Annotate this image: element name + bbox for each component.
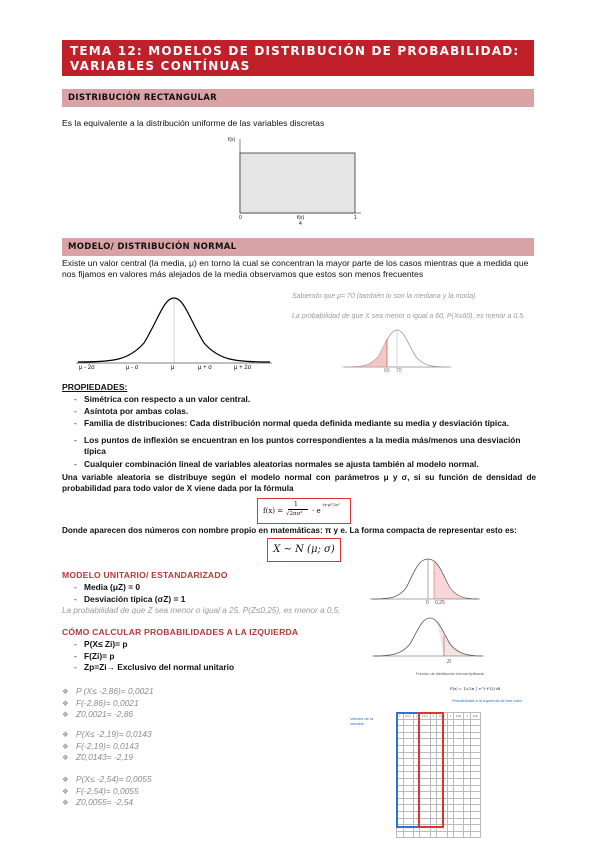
izquierda-list — [72, 639, 234, 674]
example-group-3 — [62, 774, 152, 809]
rect-intro: Es la equivalente a la distribución uniforme de las variables discretas — [62, 118, 325, 128]
unitario-note: La probabilidad de que Z sea menor o igual a 25, P(Z≤0,25), es menor a 0,5. — [62, 606, 341, 615]
z-table-caption: Función de distribución normal tipificada — [416, 672, 484, 676]
props-list — [72, 394, 532, 470]
compact-text: Donde aparecen dos números con nombre propio en matemáticas: π y e. La forma compacta de representar esto es: — [62, 526, 517, 535]
formula-exp: · e — [312, 507, 321, 515]
example-group-2 — [62, 729, 152, 764]
axis-label-m2s: μ - 2σ — [79, 365, 95, 371]
formula-num: 1 — [294, 501, 298, 508]
density-text: Una variable aleatoria se distribuye según el modelo normal con parámetros μ y σ, si su función de densidad de probabilidad para todo valor de X viene dada por la fórmula — [62, 473, 536, 493]
example-item: ❖ Z0,0021= -2,86 — [62, 709, 154, 721]
example-item: ❖ F(-2,86)= 0,0021 — [62, 698, 154, 710]
tick-60: 60 — [384, 368, 390, 374]
izquierda-item: - P(X≤ Zi)= p — [72, 639, 234, 651]
compact-formula: X ~ N (μ; σ) — [267, 538, 341, 562]
props-title: PROPIEDADES: — [62, 382, 128, 392]
axis-label-m1s: μ - σ — [126, 365, 139, 371]
unitario-chart — [370, 553, 480, 611]
x1-label: 1 — [354, 215, 357, 221]
page-title — [62, 40, 534, 76]
izquierda-shaded — [374, 618, 482, 656]
axis-label-mu: μ — [171, 365, 175, 371]
unitario-header: MODELO UNITARIO/ ESTANDARIZADO — [62, 570, 228, 580]
formula-den: √2πσ² — [286, 511, 303, 517]
formula-fraction-bar — [288, 509, 308, 510]
izquierda-header: CÓMO CALCULAR PROBABILIDADES A LA IZQUIERDA — [62, 627, 299, 637]
izquierda-chart-svg — [372, 612, 484, 672]
z-table-valores-label: Valores de la variable — [350, 716, 374, 726]
uniform-chart-svg — [226, 133, 366, 233]
prop-item: - Cualquier combinación lineal de variables aleatorias normales se ajusta también al modelo normal. — [72, 459, 532, 471]
example-item: ❖ F(-2,54)= 0,0055 — [62, 786, 152, 798]
axis-label-p2s: μ + 2σ — [234, 365, 252, 371]
example-item: ❖ P(X≤ -2,54)= 0,0055 — [62, 774, 152, 786]
unitario-tick-0: 0 — [426, 600, 429, 606]
normal-note-2: La probabilidad de que X sea menor o igual a 60, P(X≤60), es menor a 0,5. — [292, 313, 526, 320]
z-table-formula: F(z) = 1/√2π ∫ e^(-t²/2) dt — [450, 686, 501, 691]
unitario-chart-svg — [370, 553, 480, 611]
axis-label-p1s: μ + σ — [198, 365, 212, 371]
section-normal: MODELO/ DISTRIBUCIÓN NORMAL — [62, 238, 534, 256]
page-title-line1: TEMA 12: MODELOS DE DISTRIBUCIÓN DE PROBABILIDAD: — [70, 44, 520, 58]
uniform-rect — [240, 153, 355, 213]
example-group-1 — [62, 686, 154, 721]
z-column-highlight — [396, 712, 420, 828]
prop-item: - Familia de distribuciones: Cada distribución normal queda definida mediante su media y desviación típica. — [72, 418, 532, 430]
unitario-list — [72, 582, 185, 605]
normal-intro: Existe un valor central (la media, μ) en torno la cual se concentran la mayor parte de los casos mientras que a medida que nos fijamos en valores más alejados de la media observamos que estos son menos frecuentes — [62, 258, 529, 279]
shaded-area — [344, 339, 387, 367]
formula-fx: f(x) = — [263, 507, 284, 515]
tick-70: 70 — [396, 368, 402, 374]
uniform-chart — [226, 133, 366, 233]
izquierda-item: - Zp=Zi→ Exclusivo del normal unitario — [72, 662, 234, 674]
prop-item: - Simétrica con respecto a un valor central. — [72, 394, 532, 406]
fx-label: f(x) — [228, 137, 236, 143]
example-item: ❖ P (X≤ -2,86)= 0,0021 — [62, 686, 154, 698]
fz-column-highlight — [418, 712, 444, 828]
example-item: ❖ Z0,0143= -2,19 — [62, 752, 152, 764]
z-table-image — [350, 672, 538, 832]
section-rectangular: DISTRIBUCIÓN RECTANGULAR — [62, 89, 534, 107]
normal-shaded-chart — [342, 322, 452, 377]
example-item: ❖ P(X≤ -2,19)= 0,0143 — [62, 729, 152, 741]
formula-sup: -(x-μ)²/2σ² — [322, 503, 340, 507]
page-title-line2: VARIABLES CONTÍNUAS — [70, 59, 251, 73]
z-table-prob-label: Probabilidad a la izquierda de ese valor — [452, 698, 523, 703]
unitario-tick-025: 0,25 — [435, 600, 445, 606]
xhalf-bottom-label: 4 — [299, 221, 302, 227]
izquierda-item: - F(Zi)= p — [72, 651, 234, 663]
density-formula — [257, 498, 351, 524]
normal-note-1: Sabiendo que μ= 70 (también lo son la mediana y la moda) — [292, 293, 476, 300]
unitario-item: - Media (μZ) = 0 — [72, 582, 185, 594]
zi-label: Zi — [447, 659, 452, 665]
unitario-shaded — [434, 561, 478, 599]
example-item: ❖ F(-2,19)= 0,0143 — [62, 741, 152, 753]
example-item: ❖ Z0,0055= -2,54 — [62, 797, 152, 809]
izquierda-chart — [372, 612, 484, 672]
prop-item: - Asíntota por ambas colas. — [72, 406, 532, 418]
prop-item: - Los puntos de inflexión se encuentran en los puntos correspondientes a la media más/menos una desviación típica — [72, 435, 532, 458]
normal-curve-chart — [74, 288, 274, 378]
x0-label: 0 — [239, 215, 242, 221]
xhalf-top-label: f(x) — [297, 215, 305, 221]
unitario-item: - Desviación típica (σZ) = 1 — [72, 594, 185, 606]
z-table: z F(z) z F(z) z F(z) z F(z) z F(z) — [396, 712, 481, 838]
